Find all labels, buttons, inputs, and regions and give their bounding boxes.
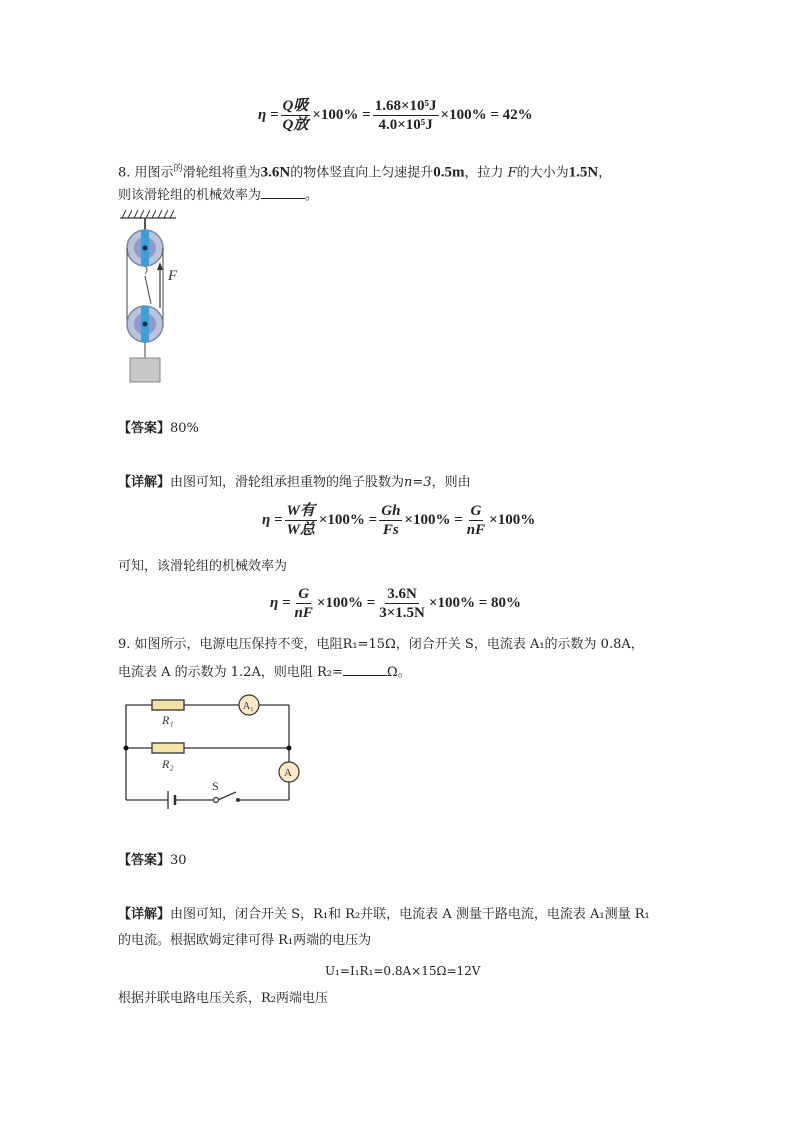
answer-value: 80% bbox=[170, 421, 199, 436]
answer-9 bbox=[118, 852, 187, 870]
fraction-values bbox=[373, 98, 439, 133]
fraction-denominator: Fs bbox=[382, 522, 399, 538]
fraction-values bbox=[377, 586, 427, 621]
detail-text: 由图可知，滑轮组承担重物的绳子股数为 bbox=[170, 475, 405, 490]
detail-tag: 【详解】 bbox=[118, 907, 171, 922]
detail-text: 由图可知，闭合开关 S，R₁和 R₂并联，电流表 A 测量干路电流，电流表 A₁测量 R₁ bbox=[170, 907, 650, 922]
pulley-figure bbox=[116, 208, 196, 388]
answer-value: 30 bbox=[170, 853, 187, 868]
fraction-numerator: Gh bbox=[381, 503, 401, 519]
height-value: 0.5m bbox=[433, 164, 465, 181]
r1-label: R₁ bbox=[162, 713, 174, 727]
fraction-denominator: Q放 bbox=[282, 117, 309, 133]
formula-lhs: η = bbox=[270, 595, 291, 611]
fraction-denominator: nF bbox=[294, 605, 313, 621]
detail-8-line1 bbox=[118, 474, 471, 492]
question-text: Ω。 bbox=[386, 665, 411, 680]
question-text: 的 bbox=[173, 164, 183, 174]
question-text: ，拉力 bbox=[464, 165, 504, 181]
switch-icon bbox=[214, 798, 219, 803]
fraction-denominator: W总 bbox=[286, 522, 315, 538]
fraction-q bbox=[281, 98, 311, 133]
efficiency-formula-general bbox=[262, 503, 535, 538]
answer-blank bbox=[261, 186, 305, 199]
fraction-denominator: 3×1.5N bbox=[379, 605, 425, 621]
question-text: 的大小为 bbox=[516, 165, 569, 181]
efficiency-formula-result bbox=[270, 586, 521, 621]
detail-text: ，则由 bbox=[431, 475, 471, 490]
detail-text: 的电流。根据欧姆定律可得 R₁两端的电压为 bbox=[118, 933, 372, 948]
fraction-numerator: G bbox=[470, 503, 482, 519]
a-label: A bbox=[284, 767, 292, 779]
formula-lhs: η = bbox=[258, 107, 279, 123]
force-symbol: F bbox=[507, 165, 517, 181]
fraction-g-nf bbox=[465, 503, 487, 538]
question-text: 则该滑轮组的机械效率为 bbox=[118, 188, 262, 203]
question-number: 9. bbox=[118, 637, 131, 652]
question-number: 8. bbox=[118, 165, 131, 181]
formula-mid: ×100% = bbox=[318, 512, 378, 528]
formula-mid: ×100% = bbox=[404, 512, 463, 528]
question-text: 用图示 bbox=[134, 165, 174, 181]
s-label: S bbox=[212, 779, 219, 793]
question-9-line2 bbox=[118, 663, 411, 682]
force-value: 1.5N bbox=[568, 164, 599, 181]
formula-tail: ×100% bbox=[489, 512, 536, 528]
formula-mid: ×100% = bbox=[316, 595, 376, 611]
question-text: R₂= bbox=[317, 665, 343, 680]
fraction-denominator: nF bbox=[466, 522, 486, 538]
formula-tail: ×100% = 80% bbox=[428, 595, 521, 611]
question-text: 电流表 A 的示数为 1.2A，则电阻 bbox=[118, 665, 313, 680]
equation-text: U₁=I₁R₁=0.8A×15Ω=12V bbox=[325, 964, 481, 978]
fraction-numerator: Q吸 bbox=[282, 98, 309, 114]
question-text: 滑轮组将重为 bbox=[182, 165, 261, 181]
answer-8 bbox=[118, 420, 199, 438]
efficiency-formula-q bbox=[258, 98, 533, 133]
detail-9-equation bbox=[325, 962, 480, 980]
detail-text: 可知，该滑轮组的机械效率为 bbox=[118, 559, 288, 574]
question-text: 。 bbox=[305, 188, 319, 203]
force-label: F bbox=[168, 268, 178, 284]
question-text: 如图所示，电源电压保持不变，电阻 bbox=[134, 637, 343, 652]
fraction-g-nf bbox=[293, 586, 315, 621]
formula-lhs: η = bbox=[262, 512, 283, 528]
detail-8-conclusion bbox=[118, 558, 287, 576]
r2-label: R₂ bbox=[162, 757, 174, 771]
answer-blank bbox=[343, 663, 387, 676]
weight-value: 3.6N bbox=[260, 164, 291, 181]
question-9-line1 bbox=[118, 636, 644, 654]
question-text: 的物体竖直向上匀速提升 bbox=[290, 165, 434, 181]
fraction-numerator: G bbox=[298, 586, 310, 602]
formula-mid: ×100% = bbox=[312, 107, 371, 123]
fraction-work bbox=[285, 503, 317, 538]
circuit-figure bbox=[118, 692, 308, 812]
detail-text: 根据并联电路电压关系，R₂两端电压 bbox=[118, 991, 328, 1006]
fraction-numerator: 1.68×10⁵J bbox=[374, 98, 437, 114]
detail-9-line2 bbox=[118, 932, 371, 950]
n-value: n=3 bbox=[404, 475, 432, 490]
fraction-gh-fs bbox=[379, 503, 402, 538]
answer-tag: 【答案】 bbox=[118, 853, 171, 868]
detail-9-line1 bbox=[118, 906, 650, 924]
question-text: ， bbox=[598, 165, 612, 181]
fraction-denominator: 4.0×10⁵J bbox=[378, 117, 433, 133]
answer-tag: 【答案】 bbox=[118, 421, 171, 436]
weight-block-icon bbox=[130, 358, 160, 382]
question-8-line1 bbox=[118, 160, 611, 182]
formula-tail: ×100% = 42% bbox=[440, 107, 533, 123]
detail-tag: 【详解】 bbox=[118, 475, 171, 490]
question-8-line2 bbox=[118, 186, 318, 205]
a1-label: A₁ bbox=[243, 701, 254, 712]
fraction-numerator: 3.6N bbox=[387, 586, 417, 602]
detail-9-line3 bbox=[118, 990, 328, 1008]
fraction-numerator: W有 bbox=[286, 503, 315, 519]
question-text: R₁=15Ω，闭合开关 S，电流表 A₁的示数为 0.8A， bbox=[342, 637, 644, 652]
